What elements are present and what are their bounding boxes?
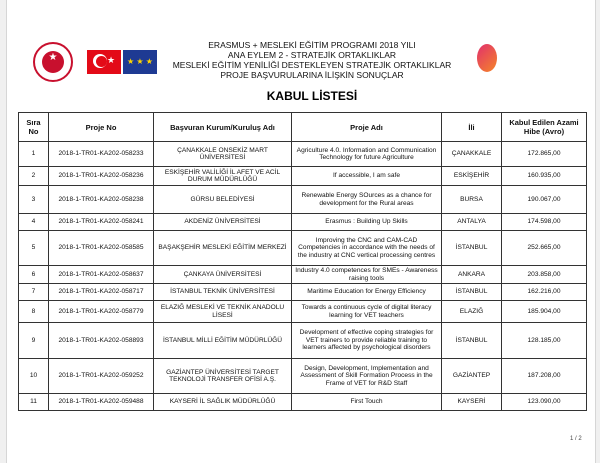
- cell-proje-no: 2018-1-TR01-KA202-058233: [49, 142, 154, 167]
- cell-kurum: KAYSERİ İL SAĞLIK MÜDÜRLÜĞÜ: [154, 394, 292, 411]
- table-row: [19, 301, 587, 323]
- cell-ili: ELAZIĞ: [442, 301, 502, 323]
- col-sira-no: Sıra No: [19, 113, 49, 142]
- table-header-row: [19, 113, 587, 142]
- cell-sira: 4: [19, 214, 49, 231]
- cell-kurum: ÇANKAYA ÜNİVERSİTESİ: [154, 266, 292, 284]
- eu-flag-icon: ★ ★ ★: [123, 50, 157, 74]
- cell-proje-no: 2018-1-TR01-KA202-059252: [49, 359, 154, 394]
- cell-hibe: 160.935,00: [502, 167, 587, 186]
- cell-proje-adi: Maritime Education for Energy Efficiency: [292, 284, 442, 301]
- cell-sira: 2: [19, 167, 49, 186]
- cell-proje-no: 2018-1-TR01-KA202-058585: [49, 231, 154, 266]
- cell-ili: BURSA: [442, 186, 502, 214]
- cell-ili: İSTANBUL: [442, 323, 502, 359]
- document-header: [7, 36, 595, 103]
- cell-sira: 8: [19, 301, 49, 323]
- cell-hibe: 187.208,00: [502, 359, 587, 394]
- cell-kurum: ÇANAKKALE ONSEKİZ MART ÜNİVERSİTESİ: [154, 142, 292, 167]
- cell-sira: 10: [19, 359, 49, 394]
- cell-proje-no: 2018-1-TR01-KA202-058236: [49, 167, 154, 186]
- table-row: [19, 323, 587, 359]
- cell-ili: ESKİŞEHİR: [442, 167, 502, 186]
- cell-sira: 7: [19, 284, 49, 301]
- cell-sira: 5: [19, 231, 49, 266]
- ministry-seal-icon: ★: [33, 42, 73, 82]
- cell-proje-no: 2018-1-TR01-KA202-058717: [49, 284, 154, 301]
- cell-proje-adi: First Touch: [292, 394, 442, 411]
- cell-kurum: İSTANBUL MİLLİ EĞİTİM MÜDÜRLÜĞÜ: [154, 323, 292, 359]
- header-line-4: PROJE BAŞVURULARINA İLİŞKİN SONUÇLAR: [220, 70, 404, 80]
- cell-hibe: 174.598,00: [502, 214, 587, 231]
- table-row: [19, 231, 587, 266]
- document-page: [6, 0, 596, 463]
- cell-proje-adi: Agriculture 4.0. Information and Communication Technology for future Agriculture: [292, 142, 442, 167]
- col-hibe: Kabul Edilen Azami Hibe (Avro): [502, 113, 587, 142]
- table-row: [19, 394, 587, 411]
- cell-sira: 3: [19, 186, 49, 214]
- cell-proje-adi: Industry 4.0 competences for SMEs - Awareness raising tools: [292, 266, 442, 284]
- table-row: [19, 266, 587, 284]
- cell-kurum: BAŞAKŞEHİR MESLEKİ EĞİTİM MERKEZİ: [154, 231, 292, 266]
- cell-kurum: ESKİŞEHİR VALİLİĞİ İL AFET VE ACİL DURUM MÜDÜRLÜĞÜ: [154, 167, 292, 186]
- cell-proje-adi: Development of effective coping strategies for VET trainers to provide reliable training to learners affected by psychological disorders: [292, 323, 442, 359]
- cell-sira: 11: [19, 394, 49, 411]
- cell-proje-adi: Improving the CNC and CAM-CAD Competencies in accordance with the needs of the industry at CNC vertical processing centres: [292, 231, 442, 266]
- cell-hibe: 162.216,00: [502, 284, 587, 301]
- cell-proje-adi: Design, Development, Implementation and Assessment of Skill Formation Process in the Frame of VET for R&D Staff: [292, 359, 442, 394]
- cell-sira: 1: [19, 142, 49, 167]
- acceptance-table: [18, 112, 587, 411]
- cell-kurum: ELAZIĞ MESLEKİ VE TEKNİK ANADOLU LİSESİ: [154, 301, 292, 323]
- national-agency-logo-icon: [477, 40, 535, 88]
- table-row: [19, 284, 587, 301]
- table-row: [19, 167, 587, 186]
- cell-hibe: 185.904,00: [502, 301, 587, 323]
- page-number: 1 / 2: [570, 436, 582, 442]
- list-title: KABUL LİSTESİ: [266, 89, 358, 103]
- cell-proje-adi: Renewable Energy SOurces as a chance for development for the Rural areas: [292, 186, 442, 214]
- table-row: [19, 186, 587, 214]
- cell-kurum: GAZİANTEP ÜNİVERSİTESİ TARGET TEKNOLOJİ TRANSFER OFİSİ A.Ş.: [154, 359, 292, 394]
- cell-ili: İSTANBUL: [442, 231, 502, 266]
- cell-hibe: 203.858,00: [502, 266, 587, 284]
- cell-hibe: 128.185,00: [502, 323, 587, 359]
- cell-ili: ANKARA: [442, 266, 502, 284]
- table-row: [19, 214, 587, 231]
- cell-hibe: 123.090,00: [502, 394, 587, 411]
- cell-sira: 6: [19, 266, 49, 284]
- cell-kurum: AKDENİZ ÜNİVERSİTESİ: [154, 214, 292, 231]
- cell-kurum: GÜRSU BELEDİYESİ: [154, 186, 292, 214]
- cell-hibe: 252.665,00: [502, 231, 587, 266]
- cell-ili: GAZİANTEP: [442, 359, 502, 394]
- col-kurum-adi: Başvuran Kurum/Kuruluş Adı: [154, 113, 292, 142]
- cell-ili: ÇANAKKALE: [442, 142, 502, 167]
- cell-ili: KAYSERİ: [442, 394, 502, 411]
- turkey-flag-icon: ★: [87, 50, 121, 74]
- col-proje-no: Proje No: [49, 113, 154, 142]
- cell-hibe: 172.865,00: [502, 142, 587, 167]
- col-ili: İli: [442, 113, 502, 142]
- cell-proje-adi: If accessible, I am safe: [292, 167, 442, 186]
- cell-proje-no: 2018-1-TR01-KA202-058238: [49, 186, 154, 214]
- cell-proje-adi: Towards a continuous cycle of digital literacy learning for VET teachers: [292, 301, 442, 323]
- cell-proje-no: 2018-1-TR01-KA202-058241: [49, 214, 154, 231]
- cell-ili: İSTANBUL: [442, 284, 502, 301]
- header-titles: [157, 40, 467, 80]
- header-line-2: ANA EYLEM 2 - STRATEJİK ORTAKLIKLAR: [227, 50, 397, 60]
- header-line-3: MESLEKİ EĞİTİM YENİLİĞİ DESTEKLEYEN STRATEJİK ORTAKLIKLAR: [172, 60, 452, 70]
- table-row: [19, 359, 587, 394]
- cell-proje-no: 2018-1-TR01-KA202-058893: [49, 323, 154, 359]
- table-row: [19, 142, 587, 167]
- cell-proje-no: 2018-1-TR01-KA202-058637: [49, 266, 154, 284]
- cell-kurum: İSTANBUL TEKNİK ÜNİVERSİTESİ: [154, 284, 292, 301]
- cell-ili: ANTALYA: [442, 214, 502, 231]
- header-line-1: ERASMUS + MESLEKİ EĞİTİM PROGRAMI 2018 YILI: [208, 40, 416, 50]
- cell-proje-no: 2018-1-TR01-KA202-059488: [49, 394, 154, 411]
- cell-hibe: 190.067,00: [502, 186, 587, 214]
- cell-sira: 9: [19, 323, 49, 359]
- col-proje-adi: Proje Adı: [292, 113, 442, 142]
- cell-proje-adi: Erasmus : Building Up Skills: [292, 214, 442, 231]
- cell-proje-no: 2018-1-TR01-KA202-058779: [49, 301, 154, 323]
